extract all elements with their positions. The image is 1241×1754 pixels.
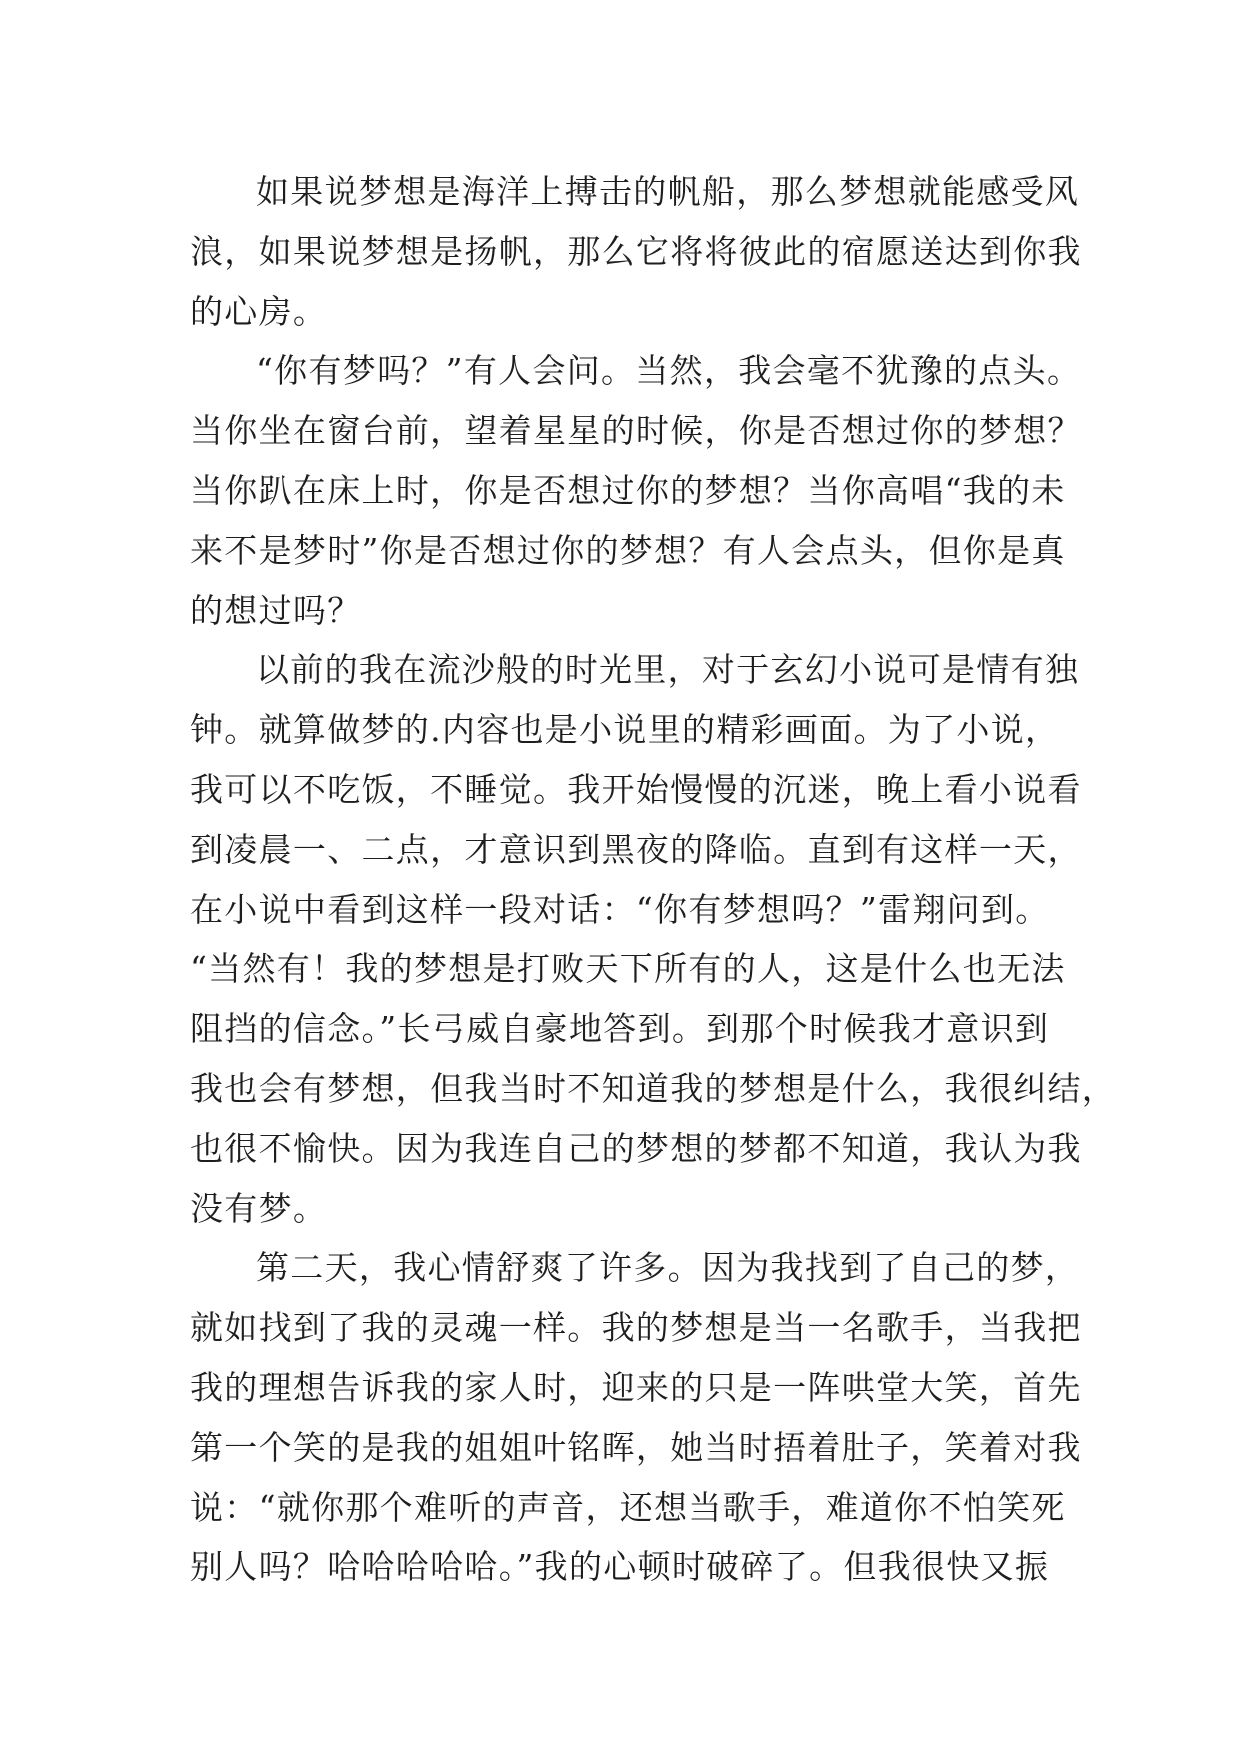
text-line: 我可以不吃饭，不睡觉。我开始慢慢的沉迷，晚上看小说看 (190, 769, 1082, 809)
text-line: 的心房。 (190, 291, 328, 331)
text-line: 浪，如果说梦想是扬帆，那么它将将彼此的宿愿送达到你我 (190, 231, 1082, 271)
text-line: 钟。就算做梦的.内容也是小说里的精彩画面。为了小说， (190, 710, 1060, 750)
text-line: 以前的我在流沙般的时光里，对于玄幻小说可是情有独 (256, 650, 1080, 690)
text-line: “你有梦吗？”有人会问。当然，我会毫不犹豫的点头。 (256, 351, 1082, 391)
text-line: 第二天，我心情舒爽了许多。因为我找到了自己的梦， (256, 1248, 1080, 1288)
text-line: 我也会有梦想，但我当时不知道我的梦想是什么，我很纠结， (190, 1068, 1117, 1108)
text-line: 说：“就你那个难听的声音，还想当歌手，难道你不怕笑死 (190, 1487, 1066, 1527)
text-line: 到凌晨一、二点，才意识到黑夜的降临。直到有这样一天， (190, 829, 1082, 869)
text-line: 没有梦。 (190, 1188, 328, 1228)
text-line: 就如找到了我的灵魂一样。我的梦想是当一名歌手，当我把 (190, 1308, 1082, 1348)
text-line: 我的理想告诉我的家人时，迎来的只是一阵哄堂大笑，首先 (190, 1367, 1082, 1407)
text-line: 别人吗？哈哈哈哈哈。”我的心顿时破碎了。但我很快又振 (190, 1547, 1050, 1587)
text-line: 的想过吗？ (190, 590, 362, 630)
text-line: 来不是梦时”你是否想过你的梦想？有人会点头，但你是真 (190, 530, 1066, 570)
text-line: 在小说中看到这样一段对话：“你有梦想吗？”雷翔问到。 (190, 889, 1050, 929)
text-line: 第一个笑的是我的姐姐叶铭晖，她当时捂着肚子，笑着对我 (190, 1427, 1082, 1467)
text-line: 如果说梦想是海洋上搏击的帆船，那么梦想就能感受风 (256, 172, 1080, 211)
text-line: “当然有！我的梦想是打败天下所有的人，这是什么也无法 (190, 949, 1066, 989)
text-line: 也很不愉快。因为我连自己的梦想的梦都不知道，我认为我 (190, 1128, 1082, 1168)
text-line: 阻挡的信念。”长弓威自豪地答到。到那个时候我才意识到 (190, 1009, 1050, 1049)
text-line: 当你趴在床上时，你是否想过你的梦想？当你高唱“我的未 (190, 470, 1066, 510)
essay-body (190, 162, 1117, 1597)
text-line: 当你坐在窗台前，望着星星的时候，你是否想过你的梦想？ (190, 411, 1082, 451)
